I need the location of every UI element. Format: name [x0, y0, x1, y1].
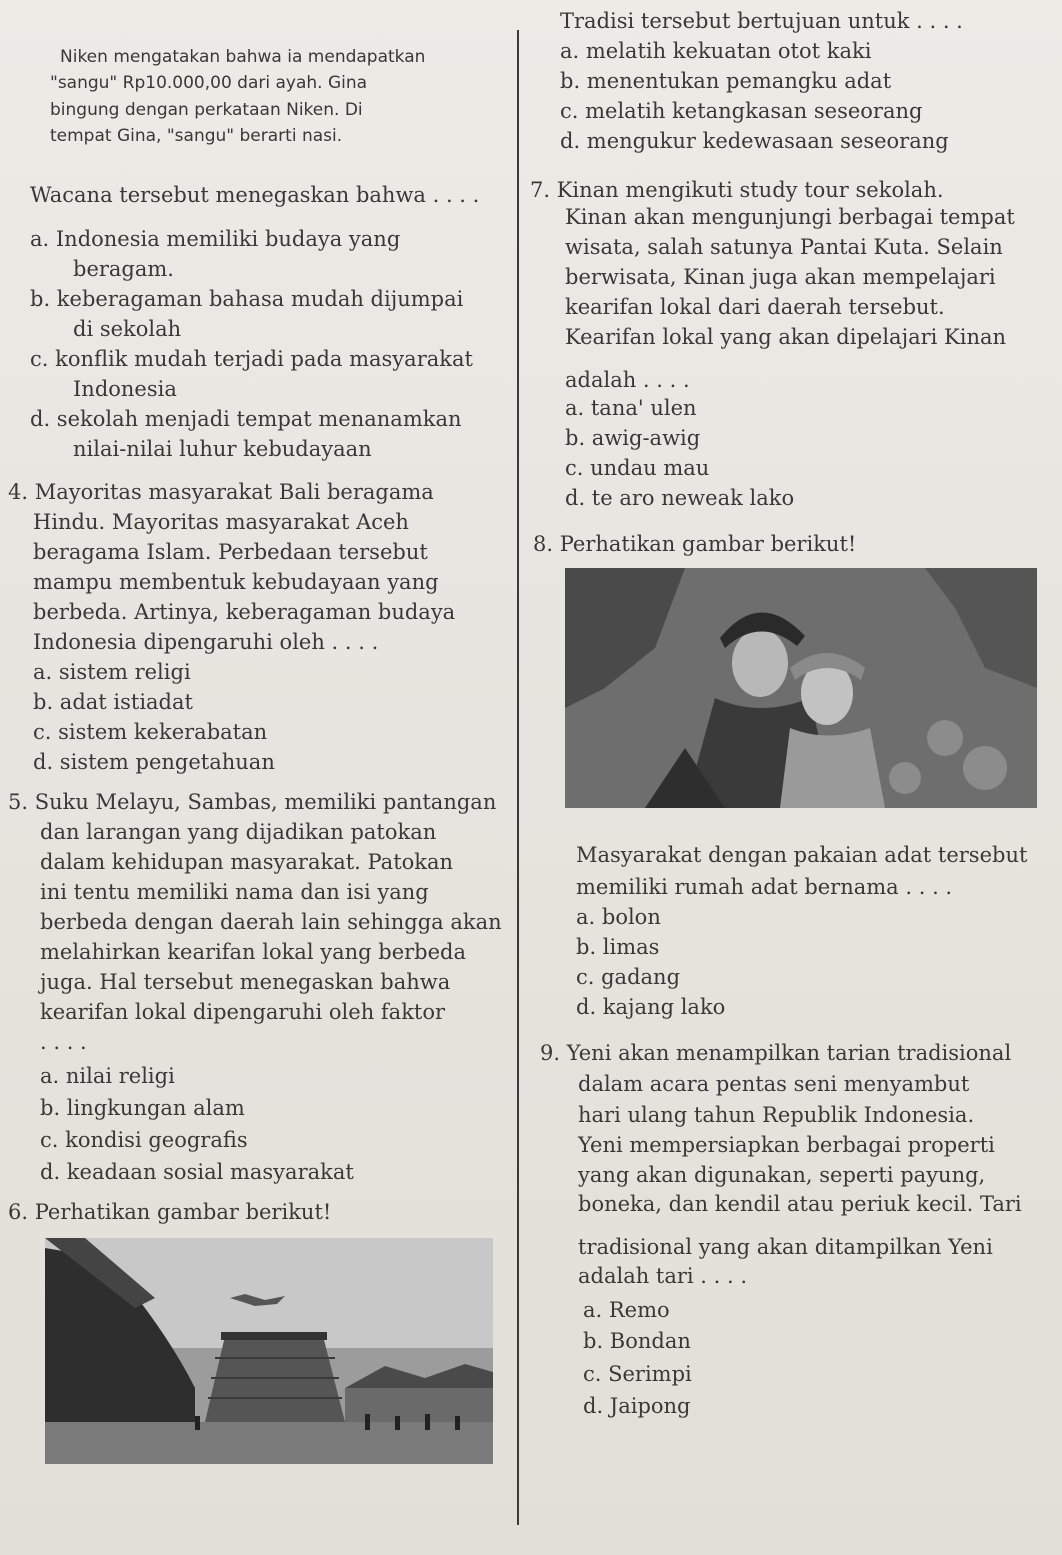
question-stem: . . . . — [40, 1030, 87, 1054]
question-stem: Kearifan lokal yang akan dipelajari Kinan — [565, 325, 1007, 349]
option-d[interactable]: d. kajang lako — [576, 995, 726, 1019]
question-stem: dalam kehidupan masyarakat. Patokan — [40, 850, 454, 874]
question-stem: 8. Perhatikan gambar berikut! — [533, 532, 857, 556]
question-stem: Kinan akan mengunjungi berbagai tempat — [565, 205, 1015, 229]
option-b[interactable]: b. Bondan — [583, 1329, 691, 1353]
question-stem: 4. Mayoritas masyarakat Bali beragama — [8, 480, 434, 504]
option-c[interactable]: c. gadang — [576, 965, 681, 989]
option-d[interactable]: d. keadaan sosial masyarakat — [40, 1160, 354, 1184]
option-b[interactable]: b. menentukan pemangku adat — [560, 69, 892, 93]
question-stem: beragama Islam. Perbedaan tersebut — [33, 540, 428, 564]
question-stem: juga. Hal tersebut menegaskan bahwa — [40, 970, 451, 994]
option-c[interactable]: c. konflik mudah terjadi pada masyarakat — [30, 347, 473, 371]
question-stem: 6. Perhatikan gambar berikut! — [8, 1200, 332, 1224]
option-c[interactable]: c. Serimpi — [583, 1362, 692, 1386]
option-c[interactable]: c. undau mau — [565, 456, 710, 480]
intro-line: tempat Gina, "sangu" berarti nasi. — [50, 126, 343, 146]
question-stem: kearifan lokal dipengaruhi oleh faktor — [40, 1000, 446, 1024]
question-stem: dan larangan yang dijadikan patokan — [40, 820, 437, 844]
option-a[interactable]: a. melatih kekuatan otot kaki — [560, 39, 872, 63]
option-a[interactable]: a. bolon — [576, 905, 661, 929]
traditional-clothing-photo — [565, 568, 1037, 808]
question-stem: 7. Kinan mengikuti study tour sekolah. — [530, 178, 944, 202]
question-stem: berwisata, Kinan juga akan mempelajari — [565, 265, 996, 289]
option-c[interactable]: c. kondisi geografis — [40, 1128, 248, 1152]
option-a[interactable]: a. Indonesia memiliki budaya yang — [30, 227, 401, 251]
question-stem: 5. Suku Melayu, Sambas, memiliki pantangan — [8, 790, 497, 814]
intro-line: "sangu" Rp10.000,00 dari ayah. Gina — [50, 73, 368, 93]
option-d[interactable]: d. sistem pengetahuan — [33, 750, 275, 774]
question-stem: wisata, salah satunya Pantai Kuta. Selain — [565, 235, 1003, 259]
column-divider — [517, 30, 519, 1525]
option-d-cont: nilai-nilai luhur kebudayaan — [73, 437, 372, 461]
option-a[interactable]: a. sistem religi — [33, 660, 191, 684]
option-d[interactable]: d. sekolah menjadi tempat menanamkan — [30, 407, 462, 431]
option-a[interactable]: a. nilai religi — [40, 1064, 175, 1088]
option-b[interactable]: b. limas — [576, 935, 660, 959]
question-stem: memiliki rumah adat bernama . . . . — [576, 875, 953, 899]
intro-line: Niken mengatakan bahwa ia mendapatkan — [60, 47, 426, 67]
option-c-cont: Indonesia — [73, 377, 177, 401]
question-stem: mampu membentuk kebudayaan yang — [33, 570, 439, 594]
option-d[interactable]: d. mengukur kedewasaan seseorang — [560, 129, 949, 153]
question-stem: Yeni mempersiapkan berbagai properti — [578, 1133, 995, 1157]
question-stem: hari ulang tahun Republik Indonesia. — [578, 1103, 975, 1127]
option-b[interactable]: b. adat istiadat — [33, 690, 193, 714]
question-stem: boneka, dan kendil atau periuk kecil. Tari — [578, 1192, 1022, 1216]
option-b[interactable]: b. keberagaman bahasa mudah dijumpai — [30, 287, 464, 311]
option-c[interactable]: c. sistem kekerabatan — [33, 720, 268, 744]
option-b-cont: di sekolah — [73, 317, 182, 341]
question-stem: Masyarakat dengan pakaian adat tersebut — [576, 843, 1028, 867]
question-stem: 9. Yeni akan menampilkan tarian tradisional — [540, 1041, 1012, 1065]
question-stem: Hindu. Mayoritas masyarakat Aceh — [33, 510, 409, 534]
question-stem: tradisional yang akan ditampilkan Yeni — [578, 1235, 993, 1259]
intro-line: bingung dengan perkataan Niken. Di — [50, 100, 363, 120]
question-stem: dalam acara pentas seni menyambut — [578, 1072, 970, 1096]
option-d[interactable]: d. te aro neweak lako — [565, 486, 795, 510]
option-a[interactable]: a. Remo — [583, 1298, 670, 1322]
option-d[interactable]: d. Jaipong — [583, 1394, 691, 1418]
question-stem: yang akan digunakan, seperti payung, — [578, 1163, 986, 1187]
question-stem: melahirkan kearifan lokal yang berbeda — [40, 940, 466, 964]
question-stem: berbeda. Artinya, keberagaman budaya — [33, 600, 456, 624]
question-stem: Tradisi tersebut bertujuan untuk . . . . — [560, 9, 963, 33]
option-a-cont: beragam. — [73, 257, 174, 281]
traditional-house-photo — [45, 1238, 493, 1464]
question-stem: adalah . . . . — [565, 368, 690, 392]
question-stem: kearifan lokal dari daerah tersebut. — [565, 295, 945, 319]
question-stem: ini tentu memiliki nama dan isi yang — [40, 880, 429, 904]
option-b[interactable]: b. lingkungan alam — [40, 1096, 245, 1120]
question-stem: Wacana tersebut menegaskan bahwa . . . . — [30, 183, 480, 207]
option-c[interactable]: c. melatih ketangkasan seseorang — [560, 99, 923, 123]
question-stem: berbeda dengan daerah lain sehingga akan — [40, 910, 502, 934]
option-a[interactable]: a. tana' ulen — [565, 396, 697, 420]
question-stem: adalah tari . . . . — [578, 1264, 748, 1288]
option-b[interactable]: b. awig-awig — [565, 426, 701, 450]
question-stem: Indonesia dipengaruhi oleh . . . . — [33, 630, 379, 654]
